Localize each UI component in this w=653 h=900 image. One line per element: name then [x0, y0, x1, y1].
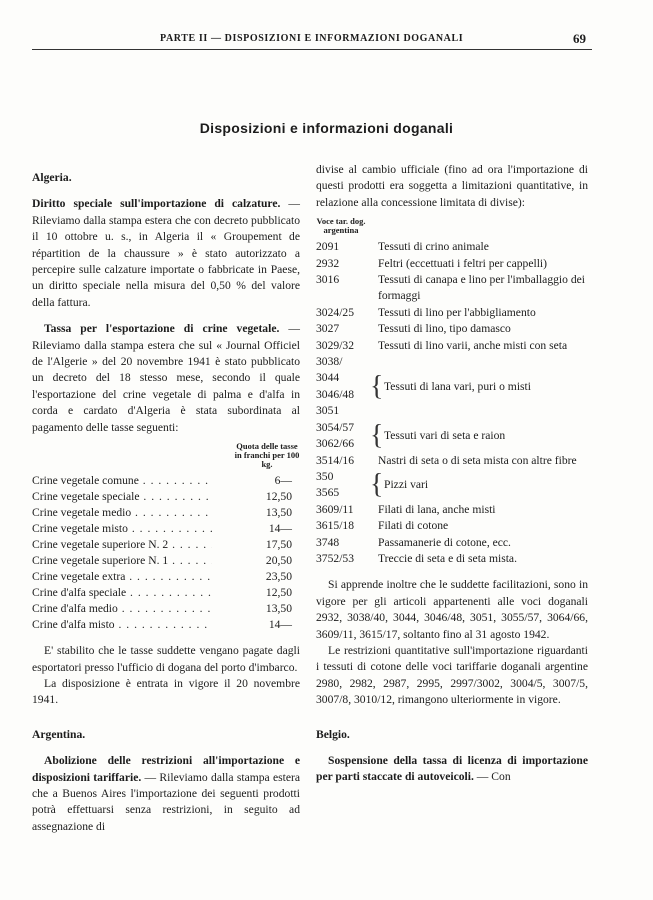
tax-row: Crine d'alfa speciale . . . 12,50: [32, 585, 300, 601]
voce-row: 3016 Tessuti di canapa e lino per l'imballaggio dei formaggi: [316, 273, 586, 303]
tax-row: Crine vegetale comune . . . 6—: [32, 473, 300, 489]
tax-row: Crine d'alfa medio . . . 13,50: [32, 601, 300, 617]
paragraph: Le restrizioni quantitative sull'importazione riguardanti i tessuti di cotone delle voci tariffarie doganali argentine 2980, 2982, 2987, 2995, 2997/3002, 3004/5, 3007/5, 3007/8, 3010/12, rimangono ulteriormente in vigore.: [316, 643, 588, 707]
tax-row: Crine vegetale speciale . . . 12,50: [32, 489, 300, 505]
page-title: Disposizioni e informazioni doganali: [199, 120, 454, 136]
section-body: — Rileviamo dalla stampa estera che sul « Journal Officiel de l'Algerie » del 20 novembre 1941 è stato pubblicato un decreto del 18 stesso mese, secondo il quale l'esportazione del crine vegetale di palma e d'alfa in corda e cardato d'Algeria è stata subordinata al pagamento delle tasse seguenti:: [32, 322, 300, 434]
section-title: Sospensione della tassa di licenza di importazione per parti staccate di autoveicoli.: [316, 754, 588, 784]
running-header: PARTE II — DISPOSIZIONI E INFORMAZIONI DOGANALI: [160, 33, 464, 44]
paragraph: La disposizione è entrata in vigore il 20 novembre 1941.: [32, 676, 300, 707]
voce-row: 3027 Tessuti di lino, tipo damasco: [316, 322, 511, 336]
voce-row: 3514/16 Nastri di seta o di seta mista con altre fibre: [316, 453, 577, 467]
tax-row: Crine vegetale superiore N. 1 . . . 20,50: [32, 553, 300, 569]
voce-group: 3038/ 3044 3046/48 3051 { Tessuti di lana vari, puri o misti: [316, 355, 531, 418]
voce-row: 3615/18 Filati di cotone: [316, 519, 449, 533]
section-title: Diritto speciale sull'importazione di calzature.: [32, 197, 281, 211]
section-calzature: [32, 196, 300, 311]
tax-row: Crine vegetale misto . . . 14—: [32, 521, 300, 537]
section-body: — Con: [476, 770, 511, 784]
voce-row: 3748 Passamanerie di cotone, ecc.: [316, 535, 511, 549]
paragraph: Si apprende inoltre che le suddette facilitazioni, sono in vigore per gli articoli appartenenti alle voci doganali 2932, 3038/40, 3044, 3046/48, 3051, 3055/57, 3064/66, 3609/11, 3615/17, soltanto fino al 31 agosto 1942.: [316, 578, 588, 641]
section-sospensione: [316, 753, 588, 786]
tax-row: Crine vegetale superiore N. 2 . . . 17,50: [32, 537, 300, 553]
left-column: [32, 162, 300, 835]
voce-row: 3752/53 Treccie di seta e di seta mista.: [316, 551, 517, 565]
tax-row: Crine d'alfa misto . . . 14—: [32, 617, 300, 633]
voce-row: 3609/11 Filati di lana, anche misti: [316, 502, 496, 516]
section-crine: [32, 321, 300, 436]
paragraph: E' stabilito che le tasse suddette vengano pagate dagli esportatori presso l'ufficio di dogana del porto d'imbarco.: [32, 644, 300, 674]
section-title: Tassa per l'esportazione di crine vegetale.: [44, 322, 280, 336]
voce-group: 3054/57 3062/66 { Tessuti vari di seta e raion: [316, 420, 506, 452]
voce-group: 350 3565 { Pizzi vari: [316, 469, 429, 501]
paragraph: divise al cambio ufficiale (fino ad ora l'importazione di questi prodotti era soggetta a limitazioni quantitative, in relazione alla concessione limitata di divise):: [316, 163, 588, 209]
voce-row: 2091 Tessuti di crino animale: [316, 240, 489, 254]
tax-row: Crine vegetale medio . . . 13,50: [32, 505, 300, 521]
voce-column-header: Voce tar. dog. argentina: [316, 216, 366, 236]
tax-row: Crine vegetale extra . . . 23,50: [32, 569, 300, 585]
page-number: 69: [573, 31, 586, 46]
country-heading-algeria: Algeria.: [32, 171, 72, 184]
brace-icon: {: [370, 420, 384, 452]
right-column: [316, 162, 588, 786]
voce-row: 3024/25 Tessuti di lino per l'abbigliamento: [316, 305, 536, 319]
voce-list: [316, 239, 588, 567]
header-rule: [32, 49, 592, 50]
country-heading-belgio: Belgio.: [316, 727, 350, 741]
section-title: Abolizione delle restrizioni all'importazione e disposizioni tariffarie.: [32, 754, 300, 784]
tax-table: [32, 473, 300, 633]
brace-icon: {: [370, 370, 384, 402]
brace-icon: {: [370, 469, 384, 501]
section-body: — Rileviamo dalla stampa estera che a Buenos Aires l'importazione dei seguenti prodotti potrà effettuarsi senza restrizioni, in seguito ad assegnazione di: [32, 770, 300, 833]
section-abolizione: [32, 753, 300, 835]
country-heading-argentina: Argentina.: [32, 727, 86, 741]
quota-column-header: Quota delle tasse in franchi per 100 kg.: [234, 441, 300, 470]
section-body: — Rileviamo dalla stampa estera che con decreto pubblicato il 10 ottobre u. s., in Algeria il « Groupement de répartition de la chaussure » è stato autorizzato a percepire sulle calzature importate o fabbricate in Paese, un diritto speciale nella misura del 0,50 % del valore della fattura.: [32, 197, 300, 309]
voce-row: 3029/32 Tessuti di lino varii, anche misti con seta: [316, 338, 568, 352]
voce-row: 2932 Feltri (eccettuati i feltri per cappelli): [316, 256, 547, 270]
